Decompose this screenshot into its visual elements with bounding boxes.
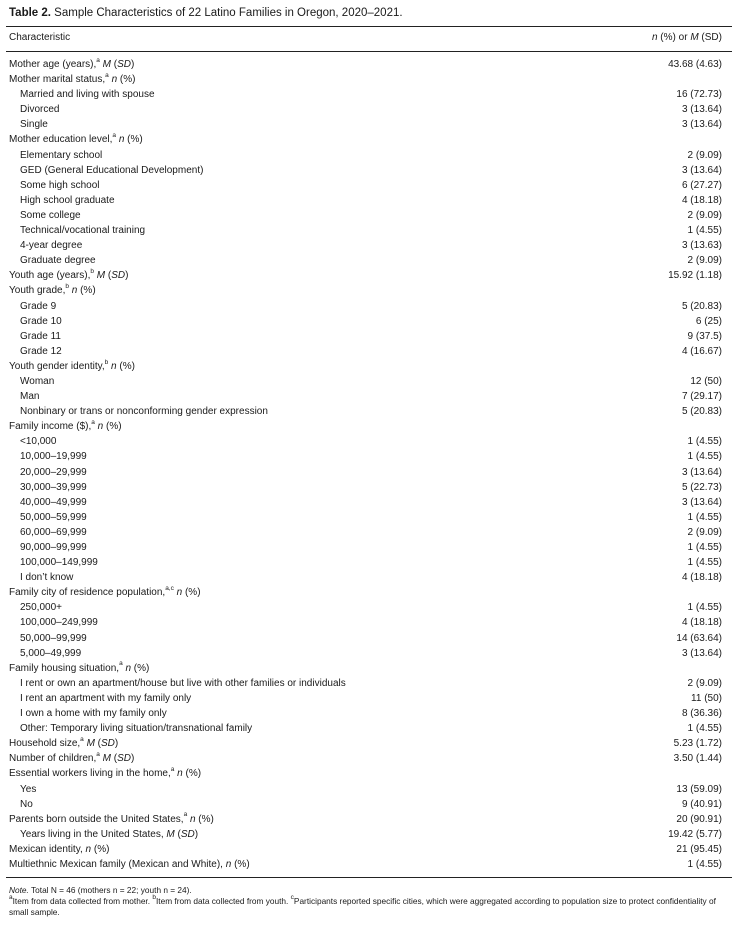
row-stat-type: n (%) — [97, 421, 122, 433]
row-label: 100,000–149,999 — [20, 557, 98, 569]
table-row — [9, 208, 722, 223]
row-value: 15.92 (1.18) — [668, 270, 722, 282]
row-label: Multiethnic Mexican family (Mexican and White), n (%) — [9, 858, 250, 870]
row-stat-type: M (SD) — [96, 270, 129, 282]
row-label: Youth gender identity,$^b$ n (%) — [9, 358, 135, 372]
row-value: 4 (18.18) — [681, 572, 722, 584]
table-row — [9, 706, 722, 721]
row-value: 12 (50) — [690, 375, 722, 387]
table-row — [9, 268, 722, 283]
row-value: 3 (13.63) — [681, 240, 722, 252]
table-row — [9, 238, 722, 253]
row-value: 16 (72.73) — [676, 89, 722, 101]
table-caption — [9, 7, 403, 19]
table-row — [9, 812, 722, 827]
row-stat-type: M (SD) — [166, 828, 199, 840]
row-value: 43.68 (4.63) — [668, 59, 722, 70]
row-label: 30,000–39,999 — [20, 481, 87, 493]
row-label: Mother education level,$^a$ n (%) — [9, 132, 143, 146]
row-value: 5 (20.83) — [681, 300, 722, 312]
table-row — [9, 419, 722, 434]
row-value: 1 (4.55) — [687, 602, 722, 614]
row-label: 50,000–99,999 — [20, 632, 87, 644]
row-value: 2 (9.09) — [687, 526, 722, 538]
row-value: 4 (16.67) — [681, 345, 722, 357]
table-row — [9, 676, 722, 691]
table-row — [9, 631, 722, 646]
bottom-rule — [6, 877, 732, 878]
row-label: 20,000–29,999 — [20, 466, 87, 478]
top-rule — [6, 26, 732, 27]
row-value: 20 (90.91) — [676, 813, 722, 825]
header-rule — [6, 51, 732, 52]
row-stat-type: n (%) — [118, 134, 143, 146]
row-label: GED (General Educational Development) — [20, 164, 204, 176]
row-value: 9 (37.5) — [687, 330, 722, 342]
row-label: Family city of residence population,$^{a,c}$ n (%) — [9, 584, 201, 599]
row-label: Mother age (years),$^a$ M (SD) — [9, 56, 135, 70]
header-characteristic: Characteristic — [9, 32, 71, 43]
row-label: I rent an apartment with my family only — [20, 692, 192, 704]
row-stat-type: n (%) — [111, 74, 136, 86]
row-value: 7 (29.17) — [681, 391, 722, 403]
table-row — [9, 646, 722, 661]
row-value: 5 (20.83) — [681, 406, 722, 418]
row-label: Mexican identity, n (%) — [9, 843, 110, 855]
table-row — [9, 615, 722, 630]
row-value: 5.23 (1.72) — [673, 738, 722, 750]
table-row — [9, 163, 722, 178]
row-label: Divorced — [20, 104, 60, 116]
table-row — [9, 178, 722, 193]
row-label: Youth age (years),$^b$ M (SD) — [9, 267, 129, 282]
row-label: Household size,$^a$ M (SD) — [9, 735, 119, 750]
row-label: Number of children,$^a$ M (SD) — [9, 750, 135, 765]
row-value: 1 (4.55) — [687, 511, 722, 523]
row-value: 1 (4.55) — [687, 858, 722, 870]
table-row — [9, 283, 722, 298]
row-stat-type: n (%) — [111, 360, 135, 372]
row-value: 13 (59.09) — [676, 783, 722, 795]
row-value: 3 (13.64) — [681, 496, 722, 508]
row-stat-type: M (SD) — [86, 738, 119, 750]
row-value: 2 (9.09) — [687, 255, 722, 267]
table-row — [9, 344, 722, 359]
table-row — [9, 148, 722, 163]
row-value: 3 (13.64) — [681, 164, 722, 176]
table-row — [9, 782, 722, 797]
row-label: 90,000–99,999 — [20, 542, 87, 553]
table-row — [9, 253, 722, 268]
table-row — [9, 87, 722, 102]
row-label: Married and living with spouse — [20, 89, 155, 101]
table-row — [9, 299, 722, 314]
row-value: 1 (4.55) — [687, 436, 722, 448]
row-value: 1 (4.55) — [687, 542, 722, 553]
table-row — [9, 434, 722, 449]
row-value: 2 (9.09) — [687, 149, 722, 161]
row-value: 3.50 (1.44) — [673, 753, 722, 765]
table-row — [9, 389, 722, 404]
table-row — [9, 193, 722, 208]
header-stat: n (%) or M (SD) — [651, 32, 722, 43]
row-value: 1 (4.55) — [687, 723, 722, 735]
row-value: 3 (13.64) — [681, 466, 722, 478]
table-row — [9, 827, 722, 842]
table-row — [9, 223, 722, 238]
row-value: 11 (50) — [691, 692, 722, 704]
row-value: 6 (25) — [695, 315, 722, 327]
table-row — [9, 540, 722, 555]
table-row — [9, 736, 722, 751]
row-stat-type: M (SD) — [102, 753, 135, 765]
row-label: Man — [20, 391, 40, 403]
row-stat-type: M (SD) — [102, 59, 135, 70]
row-label: No — [20, 798, 33, 810]
note-footnotes: $^a$Item from data collected from mother. $^b$Item from data collected from youth. $^c$Participants reported specific cities, which were aggregated according to population size to protect confidentiality of small sample. — [9, 894, 716, 917]
row-label: <10,000 — [20, 436, 57, 448]
row-label: 5,000–49,999 — [20, 647, 82, 659]
row-value: 2 (9.09) — [687, 677, 722, 689]
row-value: 4 (18.18) — [681, 617, 722, 629]
row-label: Grade 9 — [20, 300, 57, 312]
row-label: Grade 10 — [20, 315, 62, 327]
row-label: High school graduate — [20, 194, 115, 206]
table-row — [9, 72, 722, 87]
row-label: Technical/vocational training — [20, 225, 146, 237]
table-row — [9, 797, 722, 812]
row-label: Parents born outside the United States,$^a$ n (%) — [9, 811, 214, 825]
table-row — [9, 510, 722, 525]
table-row — [9, 751, 722, 766]
row-label: Grade 11 — [20, 330, 61, 342]
table-row — [9, 691, 722, 706]
row-label: 60,000–69,999 — [20, 526, 87, 538]
row-value: 3 (13.64) — [681, 104, 722, 116]
row-label: 40,000–49,999 — [20, 496, 87, 508]
row-stat-type: n (%) — [85, 843, 110, 855]
note-total: Note. Total N = 46 (mothers n = 22; youth n = 24). — [9, 885, 192, 895]
table-body — [9, 57, 722, 872]
row-value: 1 (4.55) — [687, 225, 722, 237]
table-row — [9, 495, 722, 510]
row-label: Mother marital status,$^a$ n (%) — [9, 71, 136, 86]
row-value: 3 (13.64) — [681, 119, 722, 131]
row-value: 19.42 (5.77) — [668, 828, 722, 840]
row-value: 2 (9.09) — [687, 209, 722, 221]
row-stat-type: n (%) — [71, 285, 96, 297]
table-row — [9, 404, 722, 419]
row-label: I own a home with my family only — [20, 708, 167, 720]
row-label: 10,000–19,999 — [20, 451, 87, 463]
row-stat-type: n (%) — [189, 813, 214, 825]
row-label: Some high school — [20, 179, 100, 191]
row-label: Nonbinary or trans or nonconforming gender expression — [20, 406, 268, 418]
row-label: Other: Temporary living situation/transnational family — [20, 723, 253, 735]
table-row — [9, 102, 722, 117]
row-label: I don’t know — [20, 572, 74, 584]
row-value: 8 (36.36) — [681, 708, 722, 720]
row-label: I rent or own an apartment/house but live with other families or individuals — [20, 677, 346, 689]
row-label: 100,000–249,999 — [20, 617, 98, 629]
table-row — [9, 359, 722, 374]
row-value: 3 (13.64) — [681, 647, 722, 659]
table-row — [9, 117, 722, 132]
table-row — [9, 857, 722, 872]
row-value: 4 (18.18) — [681, 194, 722, 206]
table-row — [9, 314, 722, 329]
table-row — [9, 465, 722, 480]
row-label: Family income ($),$^a$ n (%) — [9, 418, 122, 433]
row-stat-type: n (%) — [125, 662, 150, 674]
row-label: Essential workers living in the home,$^a$ n (%) — [9, 766, 202, 780]
row-label: 50,000–59,999 — [20, 511, 87, 523]
row-label: Elementary school — [20, 149, 103, 161]
table-title: Sample Characteristics of 22 Latino Families in Oregon, 2020–2021. — [54, 7, 403, 19]
table-row — [9, 555, 722, 570]
table-notes — [9, 885, 722, 918]
table-header — [9, 32, 722, 43]
table-row — [9, 570, 722, 585]
table-label: Table 2. — [9, 7, 51, 19]
row-value: 9 (40.91) — [681, 798, 722, 810]
row-stat-type: n (%) — [176, 587, 201, 599]
table-row — [9, 525, 722, 540]
row-value: 5 (22.73) — [681, 481, 722, 493]
row-value: 21 (95.45) — [676, 843, 722, 855]
row-label: Grade 12 — [20, 345, 62, 357]
row-label: Some college — [20, 209, 81, 221]
table-row — [9, 766, 722, 781]
row-value: 14 (63.64) — [676, 632, 722, 644]
row-value: 6 (27.27) — [681, 179, 722, 191]
table-row — [9, 449, 722, 464]
table-row — [9, 600, 722, 615]
table-row — [9, 480, 722, 495]
table-row — [9, 132, 722, 147]
row-label: Graduate degree — [20, 255, 96, 267]
row-label: Single — [20, 119, 48, 131]
table-row — [9, 57, 722, 72]
row-label: Youth grade,$^b$ n (%) — [9, 283, 96, 297]
table-row — [9, 661, 722, 676]
row-label: Family housing situation,$^a$ n (%) — [9, 660, 150, 674]
row-label: 250,000+ — [20, 602, 62, 614]
row-label: Woman — [20, 375, 55, 387]
row-value: 1 (4.55) — [687, 557, 722, 569]
row-label: Yes — [20, 783, 37, 795]
row-label: Years living in the United States, M (SD) — [20, 828, 199, 840]
row-stat-type: n (%) — [177, 768, 202, 780]
table-row — [9, 374, 722, 389]
table-row — [9, 842, 722, 857]
table-row — [9, 585, 722, 600]
row-label: 4-year degree — [20, 240, 83, 252]
table-row — [9, 329, 722, 344]
table-row — [9, 721, 722, 736]
row-value: 1 (4.55) — [687, 451, 722, 463]
row-stat-type: n (%) — [225, 858, 250, 870]
